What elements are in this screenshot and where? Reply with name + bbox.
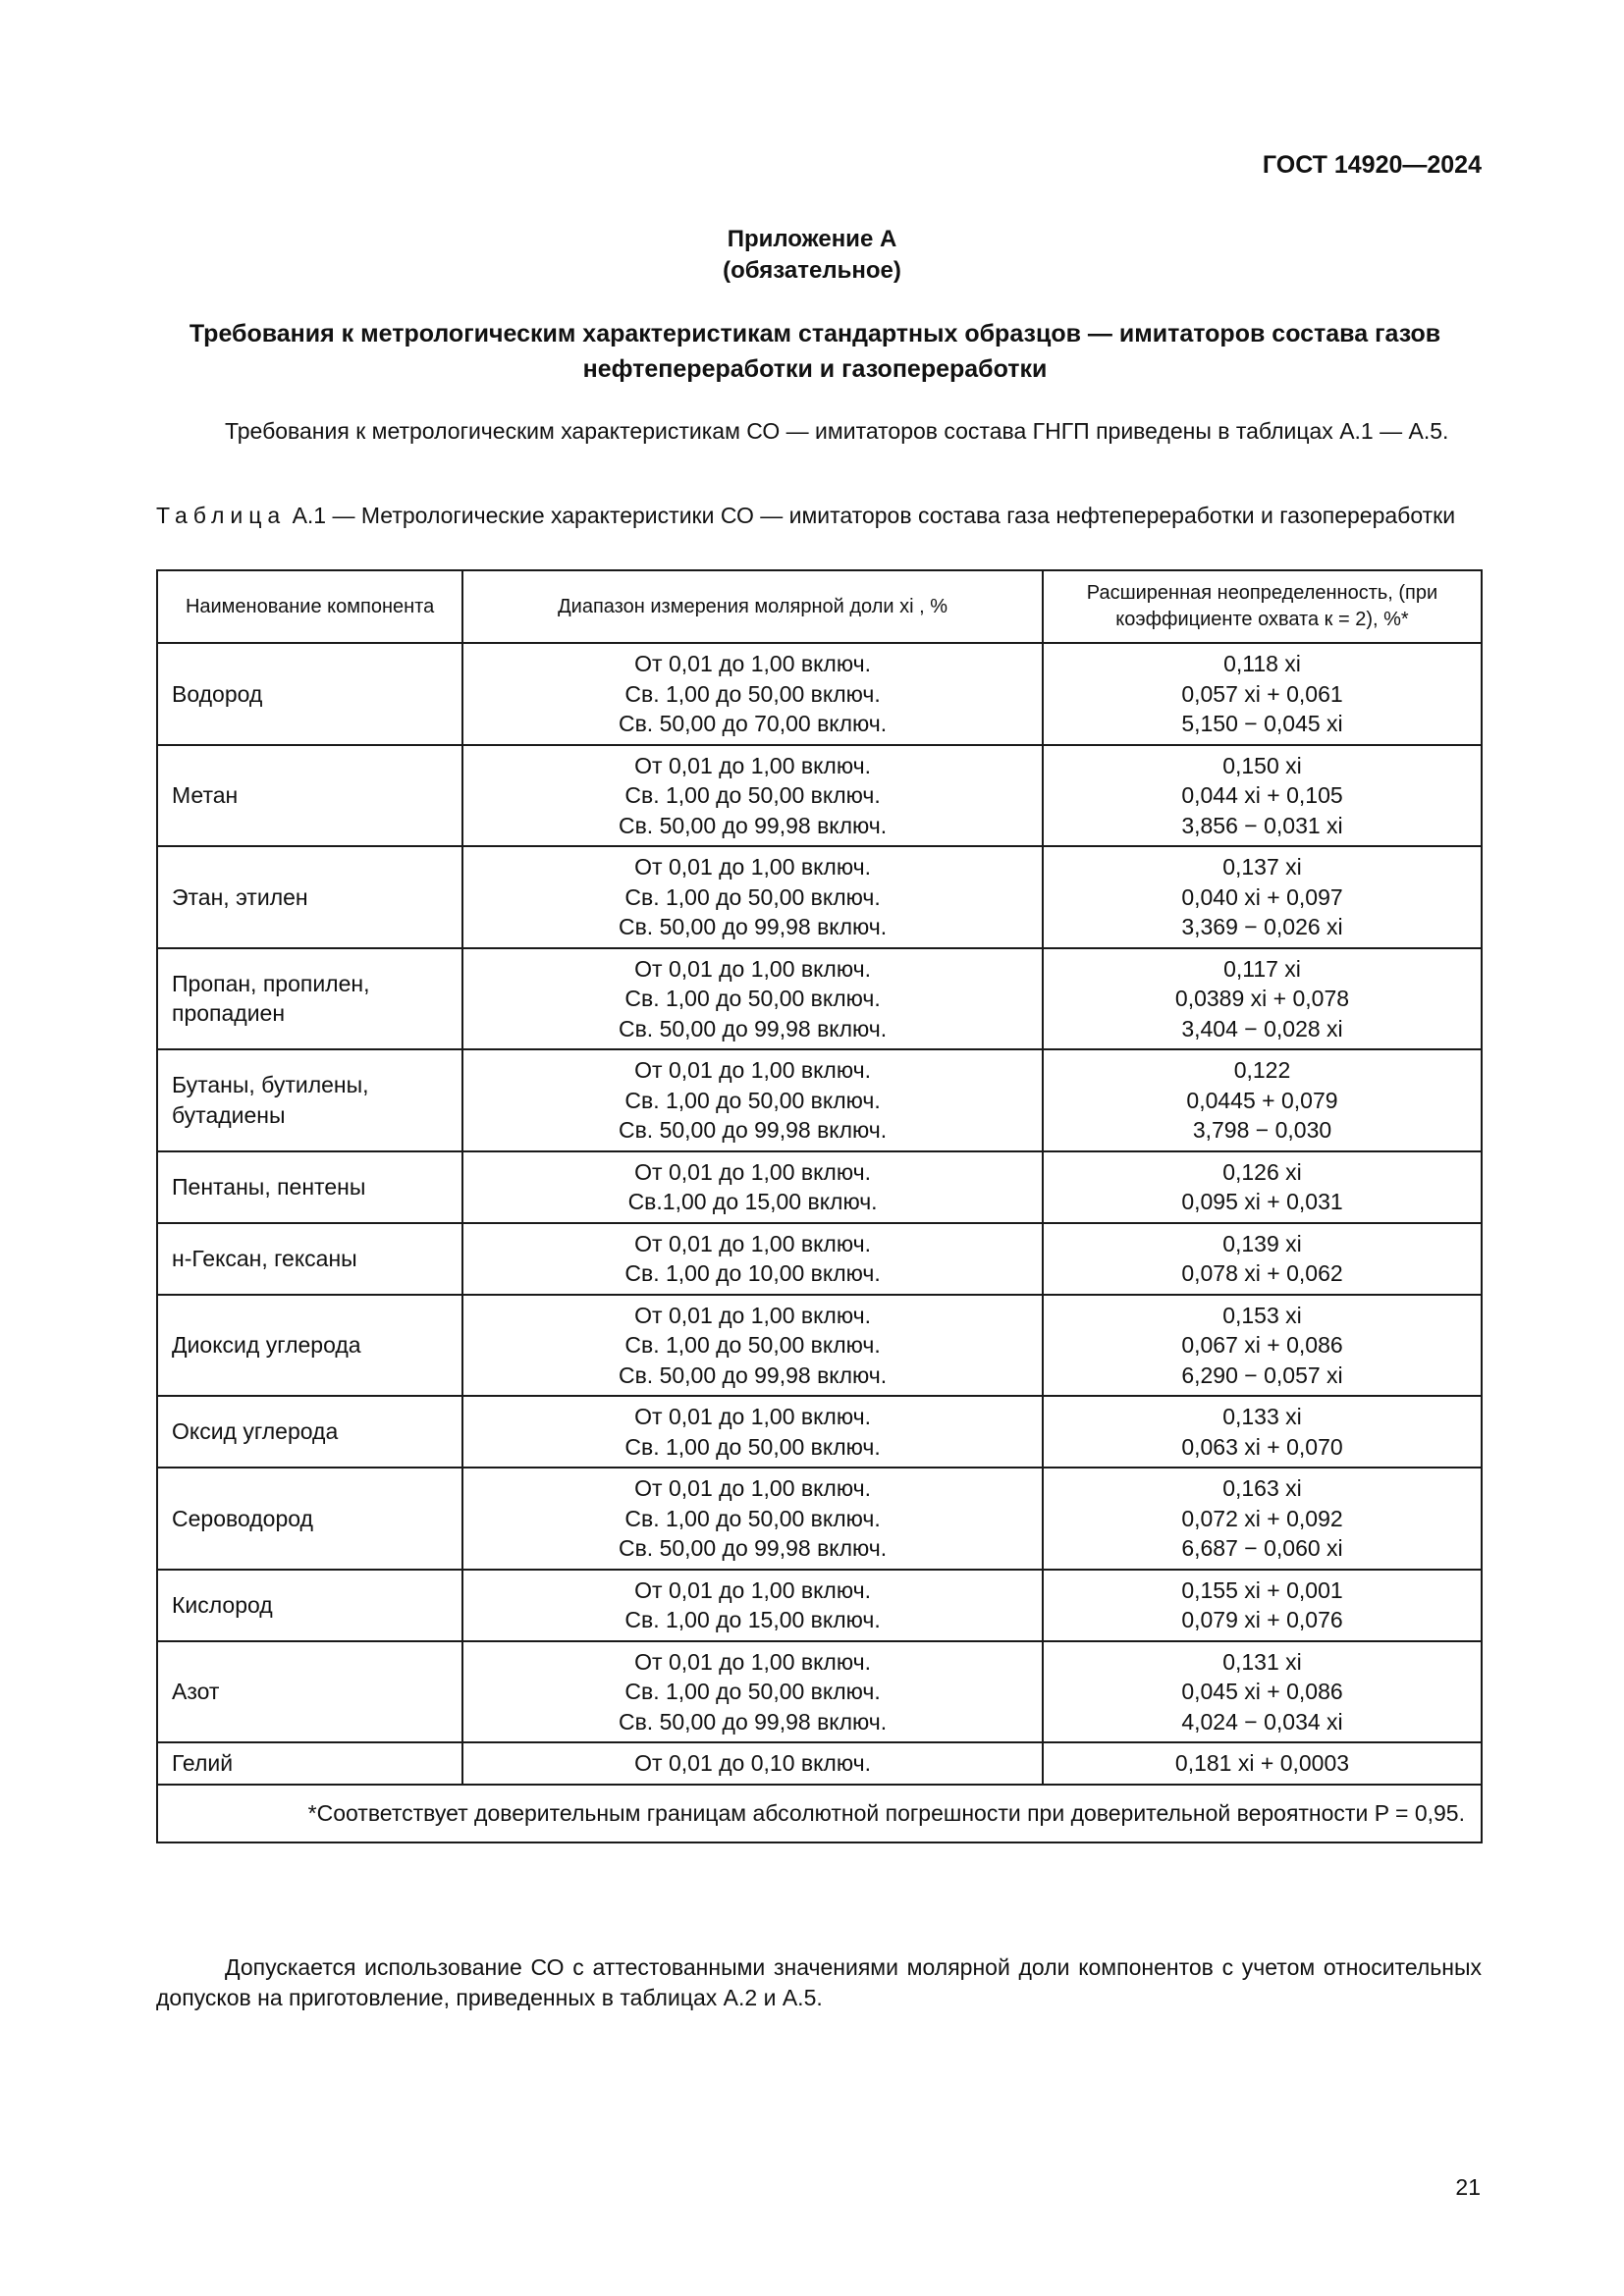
uncertainty-line: 0,122	[1233, 1057, 1291, 1083]
table-row	[157, 1295, 1482, 1397]
component-name: Пентаны, пентены	[157, 1151, 462, 1223]
range-cell	[462, 1641, 1043, 1743]
table-caption	[156, 501, 1482, 531]
uncertainty-line: 4,024 − 0,034 xi	[1181, 1708, 1343, 1735]
range-line: Св. 50,00 до 99,98 включ.	[618, 1708, 888, 1735]
table-row	[157, 1049, 1482, 1151]
uncertainty-line: 0,057 xi + 0,061	[1181, 680, 1343, 707]
table-row	[157, 1396, 1482, 1468]
appendix-heading	[0, 224, 1624, 287]
uncertainty-line: 0,155 xi + 0,001	[1181, 1576, 1343, 1603]
range-line: Св. 50,00 до 99,98 включ.	[618, 1015, 888, 1041]
range-line: От 0,01 до 1,00 включ.	[634, 1404, 871, 1429]
uncertainty-cell	[1043, 1151, 1482, 1223]
table-row	[157, 1468, 1482, 1570]
appendix-title: Требования к метрологическим характеристикам стандартных образцов — имитаторов состава газов нефтепереработки и газопереработки	[189, 320, 1441, 383]
range-line: От 0,01 до 1,00 включ.	[634, 1576, 871, 1603]
uncertainty-line: 0,045 xi + 0,086	[1181, 1679, 1343, 1704]
appendix-status: (обязательное)	[723, 257, 901, 284]
range-line: От 0,01 до 1,00 включ.	[634, 1230, 871, 1256]
table-body	[157, 643, 1482, 1785]
table-row	[157, 1570, 1482, 1641]
component-name: Этан, этилен	[157, 846, 462, 948]
range-cell	[462, 1295, 1043, 1397]
table-caption-text: А.1 — Метрологические характеристики СО — имитаторов состава газа нефтепереработки и газопереработки	[292, 503, 1456, 528]
table-row	[157, 948, 1482, 1050]
uncertainty-line: 0,072 xi + 0,092	[1181, 1505, 1343, 1531]
header-uncertainty: Расширенная неопределенность, (при коэффициенте охвата к = 2), %*	[1043, 570, 1482, 643]
uncertainty-line: 0,163 xi	[1222, 1475, 1302, 1501]
range-line: Св. 1,00 до 50,00 включ.	[624, 1087, 881, 1113]
uncertainty-line: 0,0389 xi + 0,078	[1174, 986, 1350, 1011]
uncertainty-line: 3,369 − 0,026 xi	[1181, 914, 1343, 939]
uncertainty-line: 5,150 − 0,045 xi	[1181, 711, 1343, 736]
uncertainty-cell	[1043, 1468, 1482, 1570]
uncertainty-line: 0,150 xi	[1222, 752, 1302, 778]
component-name: Оксид углерода	[157, 1396, 462, 1468]
table-row	[157, 1641, 1482, 1743]
range-line: Св. 1,00 до 50,00 включ.	[624, 1433, 881, 1460]
table-footnote: *Соответствует доверительным границам абсолютной погрешности при доверительной вероятности P = 0,95.	[157, 1785, 1482, 1842]
range-line: Св. 50,00 до 99,98 включ.	[618, 812, 888, 838]
appendix-label: Приложение А	[727, 226, 897, 252]
range-line: Св. 50,00 до 99,98 включ.	[618, 1535, 888, 1561]
uncertainty-line: 0,044 xi + 0,105	[1181, 782, 1343, 808]
range-cell	[462, 1570, 1043, 1641]
range-line: Св. 50,00 до 99,98 включ.	[618, 914, 888, 939]
uncertainty-cell	[1043, 1295, 1482, 1397]
range-line: От 0,01 до 1,00 включ.	[634, 1057, 871, 1083]
range-line: Св. 1,00 до 50,00 включ.	[624, 1332, 881, 1358]
component-name: Водород	[157, 643, 462, 745]
uncertainty-cell	[1043, 1396, 1482, 1468]
range-line: Св. 1,00 до 15,00 включ.	[624, 1607, 881, 1632]
uncertainty-cell	[1043, 1570, 1482, 1641]
component-name: Пропан, пропилен, пропадиен	[157, 948, 462, 1050]
table-row	[157, 1742, 1482, 1785]
uncertainty-line: 0,133 xi	[1222, 1404, 1302, 1429]
component-name: Бутаны, бутилены, бутадиены	[157, 1049, 462, 1151]
range-cell	[462, 1151, 1043, 1223]
uncertainty-line: 0,095 xi + 0,031	[1181, 1189, 1343, 1214]
range-line: Св. 1,00 до 10,00 включ.	[624, 1260, 881, 1286]
range-line: От 0,01 до 1,00 включ.	[634, 854, 871, 880]
uncertainty-cell	[1043, 1742, 1482, 1785]
uncertainty-line: 0,0445 + 0,079	[1186, 1087, 1338, 1113]
range-line: Св. 1,00 до 50,00 включ.	[624, 986, 881, 1011]
uncertainty-line: 6,290 − 0,057 xi	[1181, 1362, 1343, 1388]
uncertainty-line: 3,404 − 0,028 xi	[1181, 1015, 1343, 1041]
uncertainty-line: 0,079 xi + 0,076	[1181, 1607, 1343, 1632]
range-cell	[462, 1049, 1043, 1151]
component-name: н-Гексан, гексаны	[157, 1223, 462, 1295]
uncertainty-line: 0,131 xi	[1222, 1648, 1302, 1675]
table-row	[157, 1151, 1482, 1223]
component-name: Сероводород	[157, 1468, 462, 1570]
range-line: От 0,01 до 1,00 включ.	[634, 1302, 871, 1328]
range-line: Св.1,00 до 15,00 включ.	[627, 1189, 878, 1214]
document-standard-number: ГОСТ 14920—2024	[1262, 151, 1482, 179]
range-line: От 0,01 до 1,00 включ.	[634, 1158, 871, 1185]
range-line: Св. 1,00 до 50,00 включ.	[624, 1679, 881, 1704]
range-line: Св. 50,00 до 99,98 включ.	[618, 1117, 888, 1143]
uncertainty-line: 3,856 − 0,031 xi	[1181, 812, 1343, 838]
range-cell	[462, 643, 1043, 745]
range-line: Св. 1,00 до 50,00 включ.	[624, 1505, 881, 1531]
table-row	[157, 643, 1482, 745]
range-line: От 0,01 до 1,00 включ.	[634, 651, 871, 676]
uncertainty-cell	[1043, 745, 1482, 847]
component-name: Метан	[157, 745, 462, 847]
uncertainty-line: 0,063 xi + 0,070	[1181, 1433, 1343, 1460]
uncertainty-line: 0,153 xi	[1222, 1302, 1302, 1328]
range-cell	[462, 1223, 1043, 1295]
uncertainty-line: 0,040 xi + 0,097	[1181, 883, 1343, 910]
uncertainty-cell	[1043, 1049, 1482, 1151]
range-line: От 0,01 до 0,10 включ.	[634, 1750, 871, 1776]
uncertainty-line: 0,118 xi	[1223, 651, 1301, 676]
uncertainty-line: 0,067 xi + 0,086	[1181, 1332, 1343, 1358]
page-number: 21	[1455, 2174, 1481, 2200]
uncertainty-line: 0,137 xi	[1222, 854, 1302, 880]
uncertainty-line: 0,139 xi	[1222, 1230, 1302, 1256]
uncertainty-line: 0,117 xi	[1223, 955, 1301, 982]
metrology-table	[156, 569, 1483, 1843]
uncertainty-cell	[1043, 948, 1482, 1050]
uncertainty-cell	[1043, 1641, 1482, 1743]
range-cell	[462, 1396, 1043, 1468]
intro-paragraph: Требования к метрологическим характеристикам СО — имитаторов состава ГНГП приведены в таблицах А.1 — А.5.	[225, 418, 1449, 444]
component-name: Гелий	[157, 1742, 462, 1785]
header-component: Наименование компонента	[157, 570, 462, 643]
table-header-row	[157, 570, 1482, 643]
uncertainty-cell	[1043, 1223, 1482, 1295]
range-cell	[462, 1468, 1043, 1570]
header-range: Диапазон измерения молярной доли xi , %	[462, 570, 1043, 643]
range-line: От 0,01 до 1,00 включ.	[634, 955, 871, 982]
closing-paragraph: Допускается использование СО с аттестованными значениями молярной доли компонентов с учетом относительных допусков на приготовление, приведенных в таблицах А.2 и А.5.	[156, 1954, 1482, 2010]
range-line: От 0,01 до 1,00 включ.	[634, 752, 871, 778]
uncertainty-cell	[1043, 643, 1482, 745]
range-line: Св. 1,00 до 50,00 включ.	[624, 782, 881, 808]
table-caption-label: Таблица	[156, 503, 287, 528]
component-name: Диоксид углерода	[157, 1295, 462, 1397]
range-line: Св. 50,00 до 99,98 включ.	[618, 1362, 888, 1388]
uncertainty-line: 0,181 xi + 0,0003	[1174, 1750, 1350, 1776]
uncertainty-line: 3,798 − 0,030	[1192, 1117, 1332, 1143]
table-row	[157, 745, 1482, 847]
component-name: Кислород	[157, 1570, 462, 1641]
uncertainty-cell	[1043, 846, 1482, 948]
range-line: Св. 1,00 до 50,00 включ.	[624, 680, 881, 707]
range-cell	[462, 1742, 1043, 1785]
table-row	[157, 1223, 1482, 1295]
component-name: Азот	[157, 1641, 462, 1743]
range-cell	[462, 745, 1043, 847]
uncertainty-line: 6,687 − 0,060 xi	[1181, 1535, 1343, 1561]
range-line: Св. 1,00 до 50,00 включ.	[624, 883, 881, 910]
uncertainty-line: 0,078 xi + 0,062	[1181, 1260, 1343, 1286]
range-cell	[462, 846, 1043, 948]
range-line: Св. 50,00 до 70,00 включ.	[618, 711, 888, 736]
table-footnote-row	[157, 1785, 1482, 1842]
table-row	[157, 846, 1482, 948]
range-cell	[462, 948, 1043, 1050]
range-line: От 0,01 до 1,00 включ.	[634, 1475, 871, 1501]
uncertainty-line: 0,126 xi	[1222, 1158, 1302, 1185]
range-line: От 0,01 до 1,00 включ.	[634, 1648, 871, 1675]
